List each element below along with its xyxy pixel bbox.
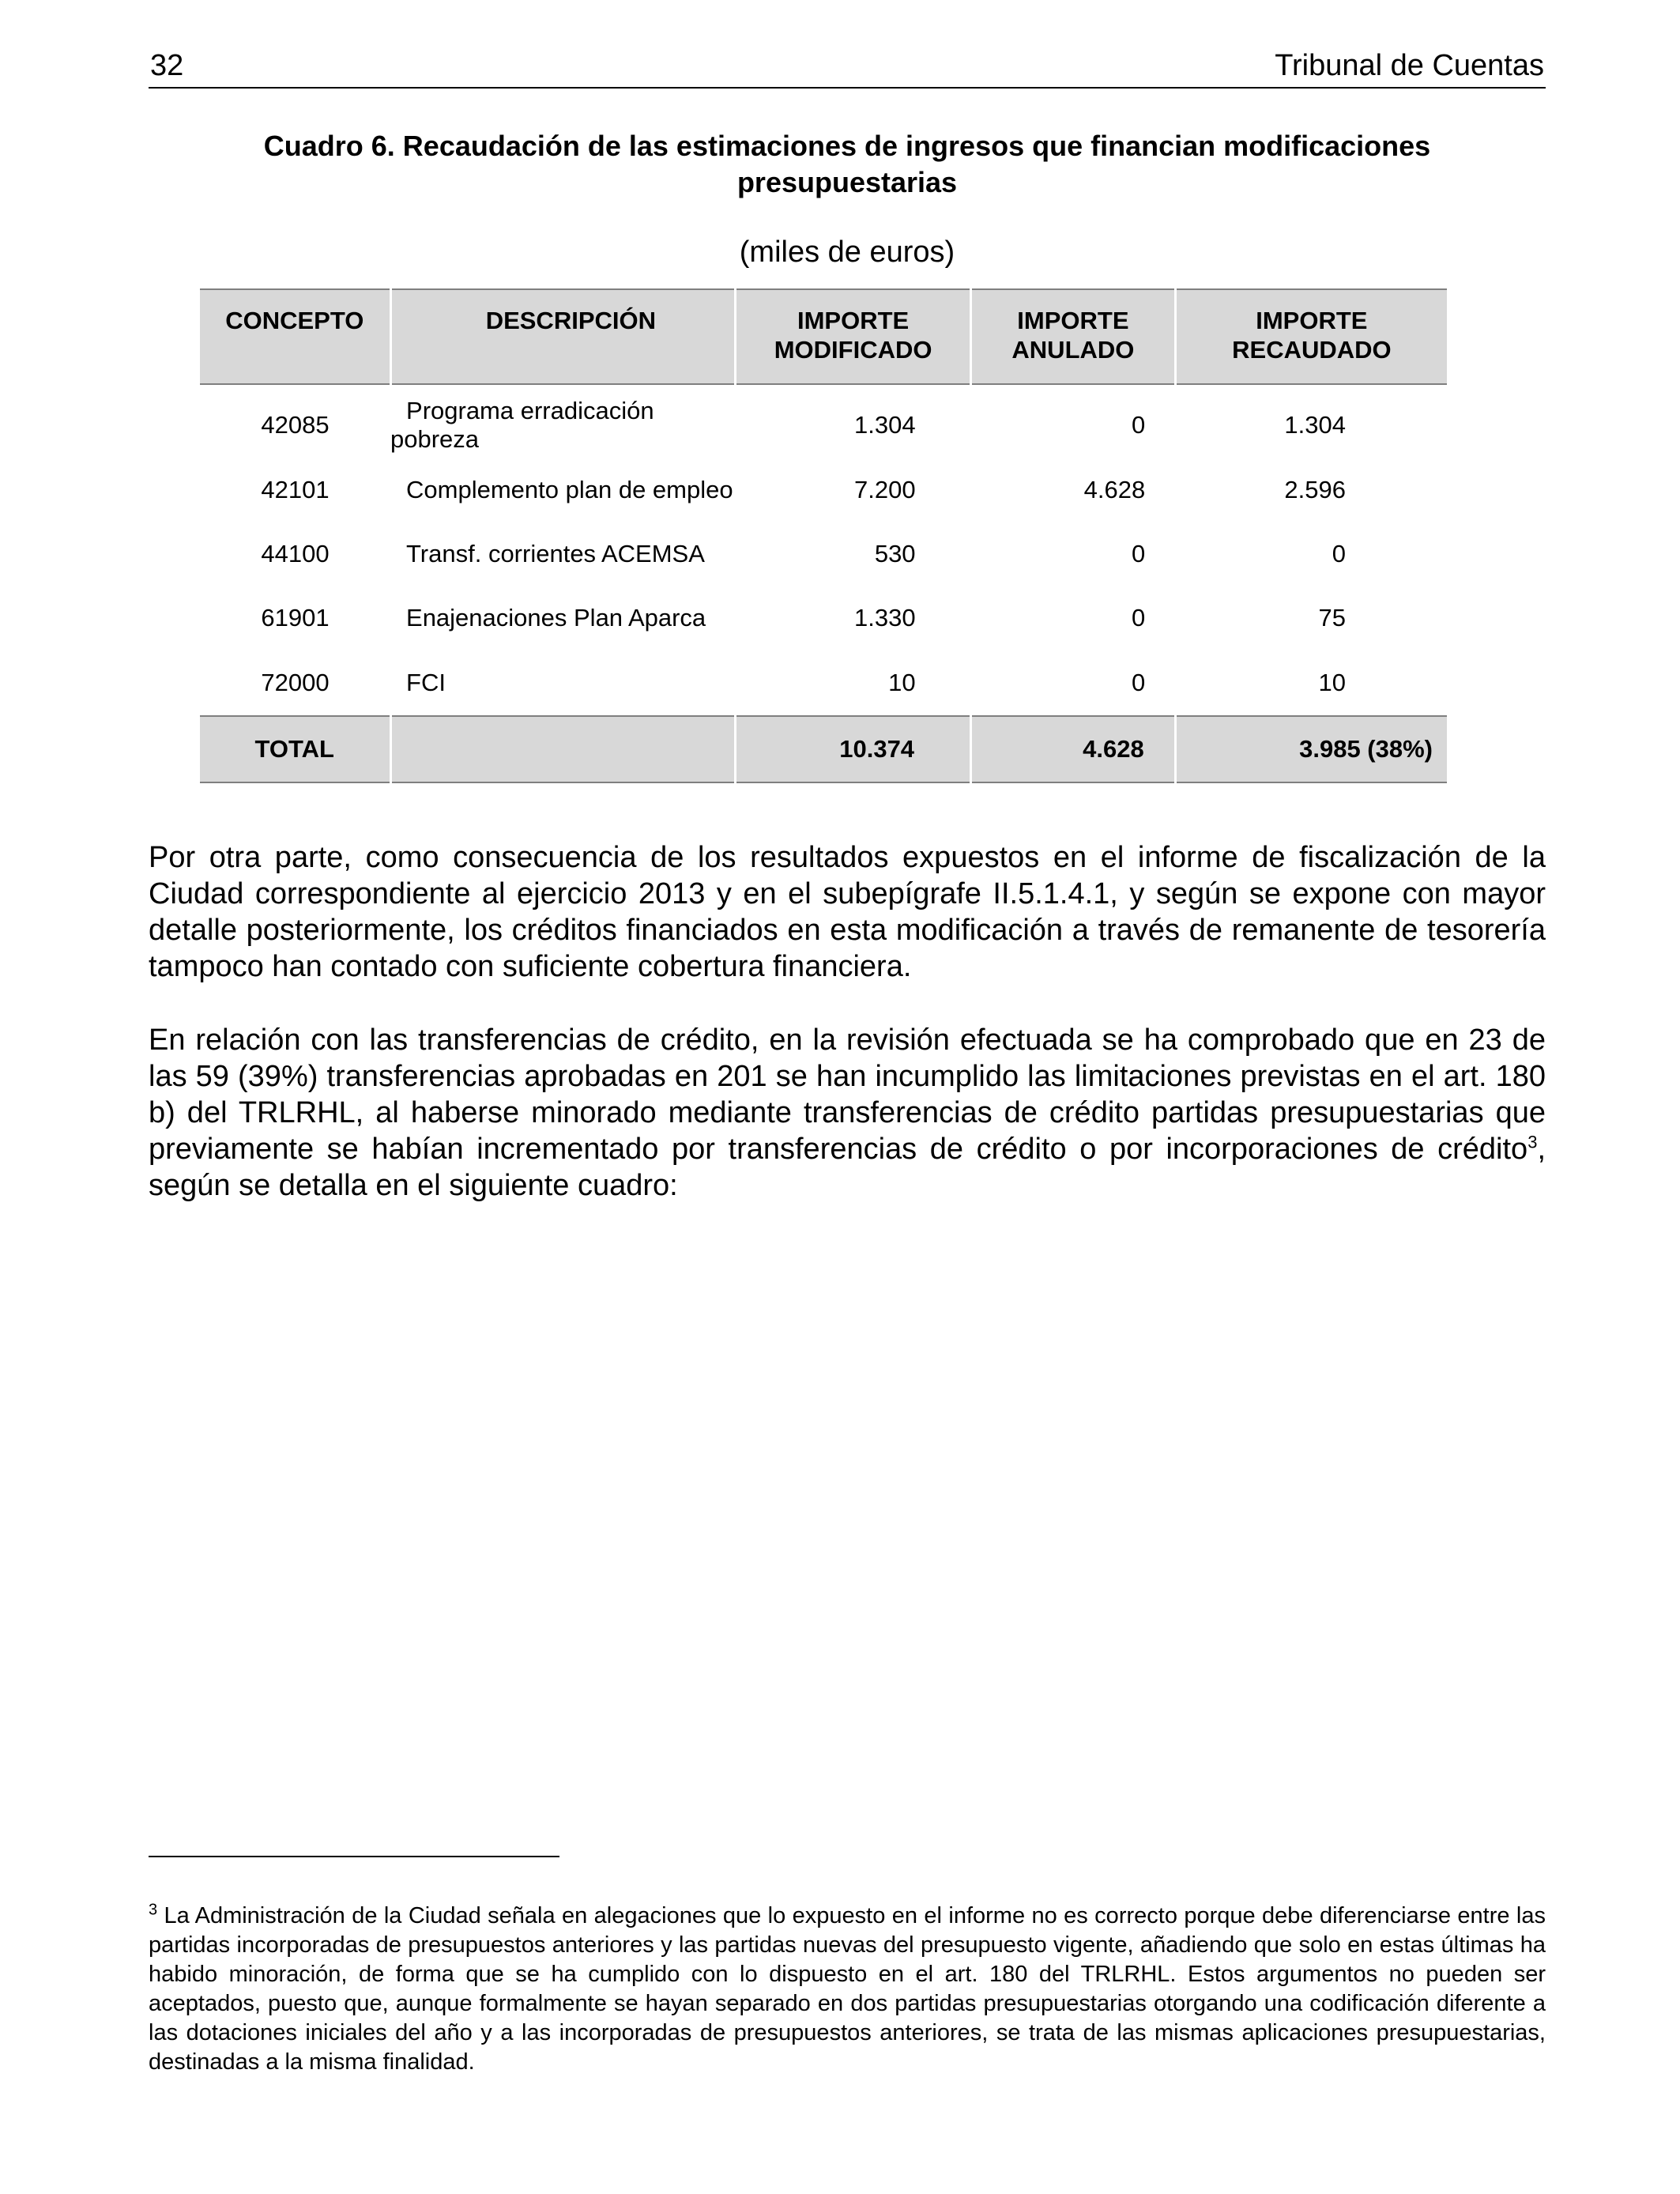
cell-anulado: 4.628	[1083, 475, 1146, 503]
cell-concepto: 44100	[261, 539, 330, 567]
cell-concepto: 61901	[261, 603, 330, 631]
table-total-row	[200, 716, 1447, 782]
total-modificado: 10.374	[736, 716, 971, 782]
cell-descripcion: Complemento plan de empleo	[406, 475, 733, 503]
table-row	[200, 384, 1447, 458]
table-title-line-1: Cuadro 6. Recaudación de las estimaciones de ingresos que financian modificaciones	[263, 130, 1431, 162]
column-header-concepto: CONCEPTO	[200, 289, 390, 384]
table-row	[200, 586, 1447, 650]
footnote-number: 3	[149, 1901, 158, 1919]
footnote	[149, 1902, 1546, 2077]
cell-recaudado: 0	[1332, 539, 1346, 567]
column-header-importe-modificado: IMPORTE MODIFICADO	[736, 289, 971, 384]
footnote-reference[interactable]: 3	[1527, 1132, 1538, 1152]
cell-anulado: 0	[1132, 668, 1146, 696]
body-paragraph-1: Por otra parte, como consecuencia de los resultados expuestos en el informe de fiscalización de la Ciudad correspondiente al ejercicio 2013 y en el subepígrafe II.5.1.4.1, y según se expone con mayor detalle posteriormente, los créditos financiados en esta modificación a través de remanente de tesorería tampoco han contado con suficiente cobertura financiera.	[149, 841, 1546, 983]
header-title: Tribunal de Cuentas	[1275, 49, 1544, 82]
cell-recaudado: 2.596	[1284, 475, 1346, 503]
cell-concepto: 42101	[261, 475, 330, 503]
footnote-separator	[149, 1856, 559, 1857]
cell-recaudado: 1.304	[1284, 411, 1346, 439]
cell-concepto: 42085	[261, 411, 330, 439]
total-descripcion-empty	[390, 716, 736, 782]
table-header-row	[200, 289, 1447, 384]
cell-descripcion: Enajenaciones Plan Aparca	[406, 603, 706, 631]
table-units: (miles de euros)	[739, 236, 955, 269]
cell-descripcion: FCI	[406, 668, 446, 696]
table-title	[149, 128, 1546, 201]
table-row	[200, 522, 1447, 586]
total-recaudado: 3.985 (38%)	[1175, 716, 1447, 782]
table-title-line-2: presupuestarias	[736, 166, 958, 198]
cell-modificado: 1.330	[853, 603, 916, 631]
column-header-importe-recaudado: IMPORTE RECAUDADO	[1175, 289, 1447, 384]
footnote-text: La Administración de la Ciudad señala en alegaciones que lo expuesto en el informe no es correcto porque debe diferenciarse entre las partidas incorporadas de presupuestos anteriores y las partidas nuevas del presupuesto vigente, añadiendo que solo en estas últimas ha habido minoración, de forma que se ha cumplido con lo dispuesto en el art. 180 del TRLRHL. Estos argumentos no pueden ser aceptados, puesto que, aunque formalmente se hayan separado en dos partidas presupuestarias otorgando una codificación diferente a las dotaciones iniciales del año y a las incorporadas de presupuestos anteriores, se trata de las mismas aplicaciones presupuestarias, destinadas a la misma finalidad.	[149, 1903, 1546, 2075]
cell-modificado: 1.304	[853, 411, 916, 439]
cell-descripcion: Programa erradicación pobreza	[390, 397, 654, 453]
cell-anulado: 0	[1132, 603, 1146, 631]
cell-modificado: 530	[874, 539, 916, 567]
cell-anulado: 0	[1132, 539, 1146, 567]
revenue-table	[200, 288, 1447, 783]
cell-modificado: 7.200	[853, 475, 916, 503]
body-paragraph-2: En relación con las transferencias de crédito, en la revisión efectuada se ha comprobado que en 23 de las 59 (39%) transferencias aprobadas en 201 se han incumplido las limitaciones previstas en el art. 180 b) del TRLRHL, al haberse minorado mediante transferencias de crédito partidas presupuestarias que previamente se habían incrementado por transferencias de crédito o por incorporaciones de crédito$^3$, según se detalla en el siguiente cuadro:	[149, 1023, 1546, 1202]
cell-concepto: 72000	[261, 668, 330, 696]
cell-modificado: 10	[888, 668, 916, 696]
cell-recaudado: 75	[1318, 603, 1346, 631]
table-row	[200, 458, 1447, 522]
column-header-descripcion: DESCRIPCIÓN	[390, 289, 736, 384]
cell-recaudado: 10	[1318, 668, 1346, 696]
table-row	[200, 650, 1447, 716]
cell-anulado: 0	[1132, 411, 1146, 439]
page-header	[149, 46, 1546, 89]
page-number: 32	[150, 49, 184, 82]
total-anulado: 4.628	[971, 716, 1176, 782]
column-header-importe-anulado: IMPORTE ANULADO	[971, 289, 1176, 384]
total-label: TOTAL	[200, 716, 390, 782]
cell-descripcion: Transf. corrientes ACEMSA	[406, 539, 705, 567]
